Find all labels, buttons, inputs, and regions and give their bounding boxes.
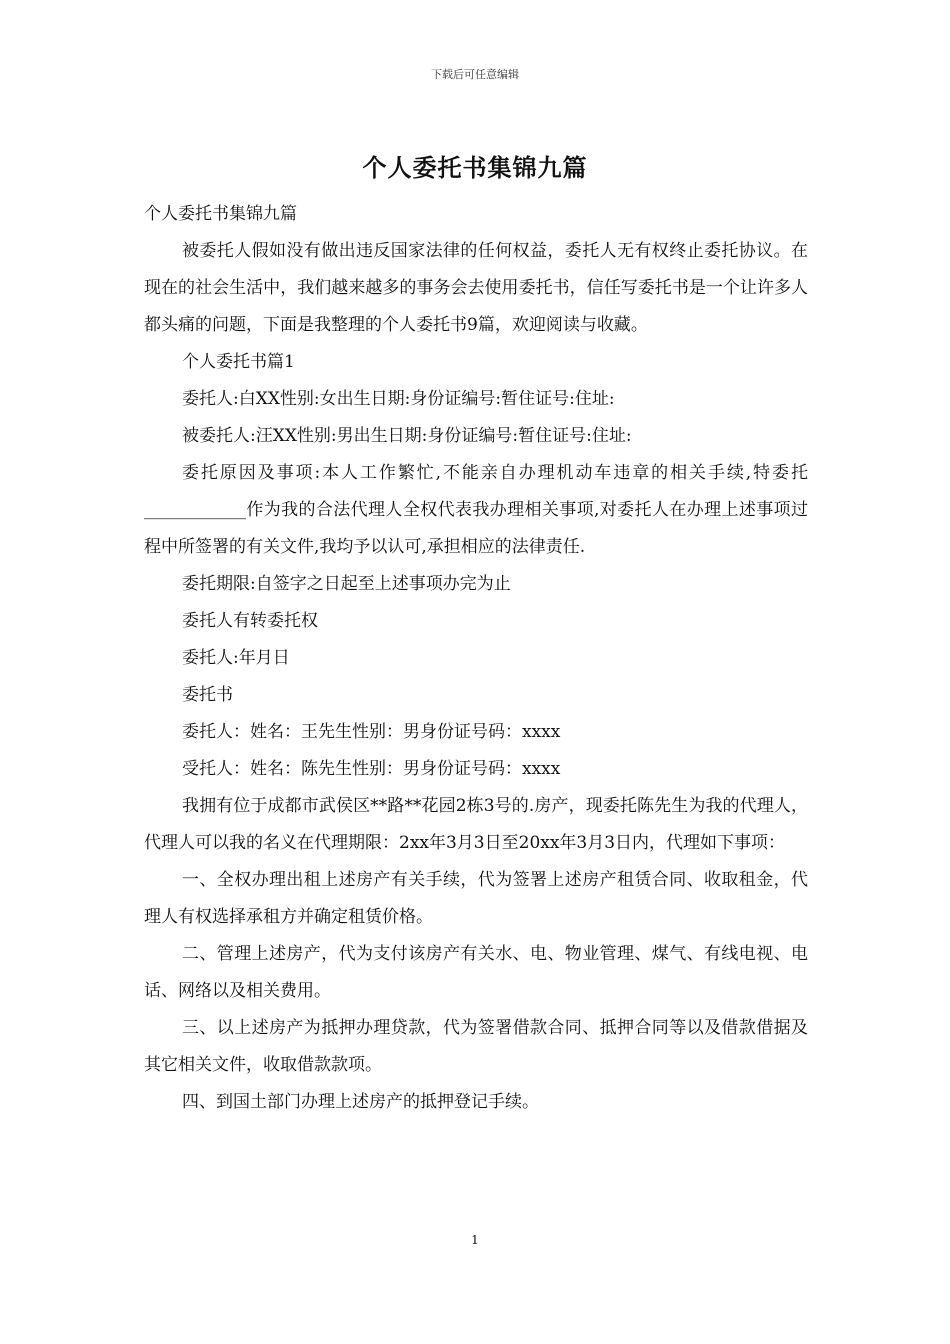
principal-info: 委托人:白XX性别:女出生日期:身份证编号:暂住证号:住址: bbox=[182, 389, 615, 409]
trustee-line: 受托人：姓名：陈先生性别：男身份证号码：xxxx bbox=[182, 759, 561, 779]
second-letter-heading: 委托书 bbox=[182, 685, 233, 705]
page-header: 下载后可任意编辑 bbox=[431, 68, 519, 81]
signature-date-line: 委托人:年月日 bbox=[182, 648, 290, 668]
reason-paragraph: 委托原因及事项:本人工作繁忙,不能亲自办理机动车违章的相关手续,特委托____________作为我的合法代理人全权代表我办理相关事项,对委托人在办理上述事项过程中所签署的有关文件,我均予以认可,承担相应的法律责任. bbox=[144, 463, 808, 557]
subtitle-paragraph: 个人委托书集锦九篇 bbox=[144, 204, 297, 224]
sub-delegation-paragraph: 委托人有转委托权 bbox=[182, 611, 318, 631]
section-heading: 个人委托书篇1 bbox=[182, 352, 295, 372]
item-three: 三、以上述房产为抵押办理贷款，代为签署借款合同、抵押合同等以及借款借据及其它相关文件，收取借款款项。 bbox=[144, 1018, 808, 1075]
principal-line: 委托人：姓名：王先生性别：男身份证号码：xxxx bbox=[182, 722, 561, 742]
agent-info: 被委托人:汪XX性别:男出生日期:身份证编号:暂住证号:住址: bbox=[182, 426, 632, 446]
intro-paragraph: 被委托人假如没有做出违反国家法律的任何权益，委托人无有权终止委托协议。在现在的社会生活中，我们越来越多的事务会去使用委托书，信任写委托书是一个让许多人都头痛的问题，下面是我整理的个人委托书9篇，欢迎阅读与收藏。 bbox=[144, 241, 808, 335]
item-one: 一、全权办理出租上述房产有关手续，代为签署上述房产租赁合同、收取租金，代理人有权选择承租方并确定租赁价格。 bbox=[144, 870, 808, 927]
document-title: 个人委托书集锦九篇 bbox=[362, 153, 588, 182]
page-number: 1 bbox=[471, 1233, 479, 1247]
document-body bbox=[144, 196, 808, 1121]
item-two: 二、管理上述房产，代为支付该房产有关水、电、物业管理、煤气、有线电视、电话、网络以及相关费用。 bbox=[144, 944, 808, 1001]
property-paragraph: 我拥有位于成都市武侯区**路**花园2栋3号的.房产，现委托陈先生为我的代理人，代理人可以我的名义在代理期限：2xx年3月3日至20xx年3月3日内，代理如下事项： bbox=[144, 796, 808, 853]
term-paragraph: 委托期限:自签字之日起至上述事项办完为止 bbox=[182, 574, 511, 594]
item-four: 四、到国土部门办理上述房产的抵押登记手续。 bbox=[182, 1092, 539, 1112]
